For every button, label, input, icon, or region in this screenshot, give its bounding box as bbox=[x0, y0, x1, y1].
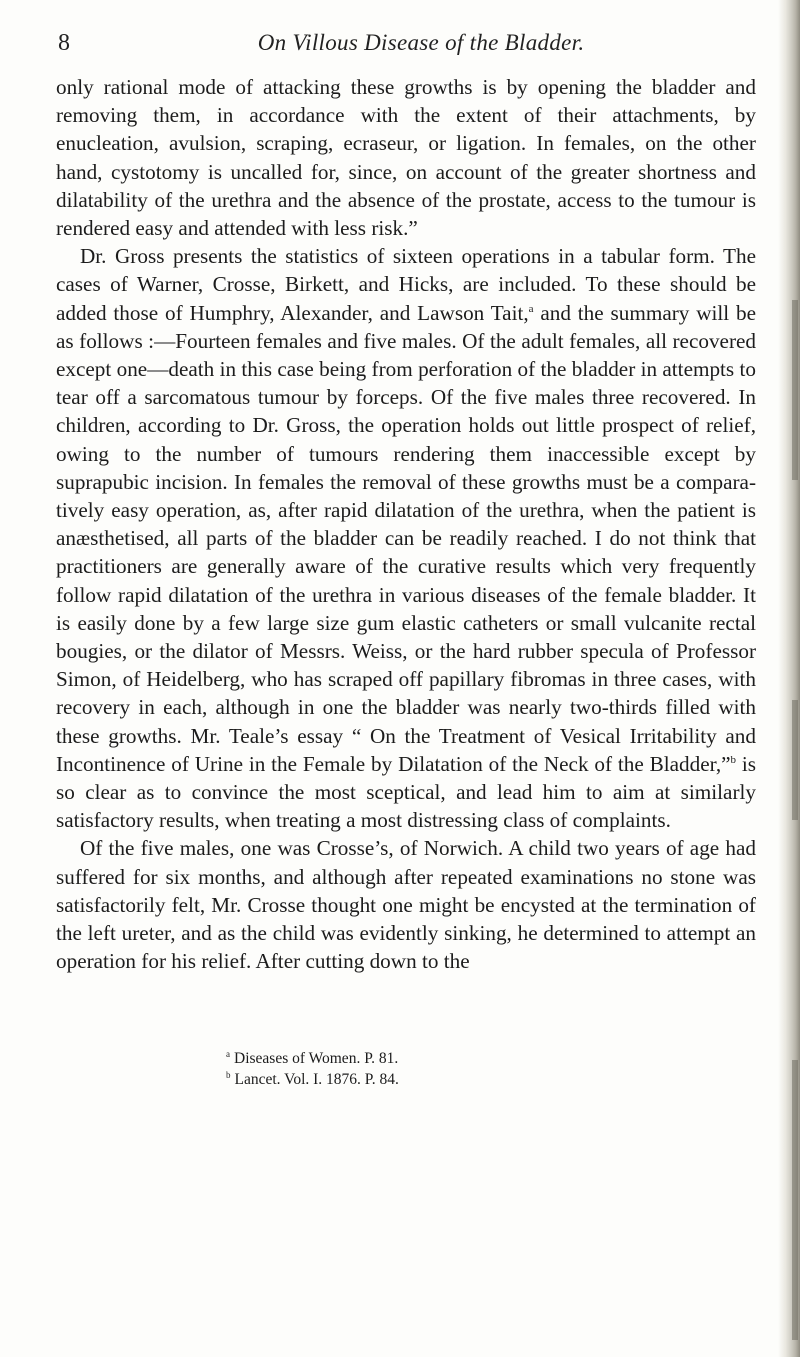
footnote-a bbox=[226, 1048, 398, 1069]
paragraph-2-part-c: is so clear as to convince the most sceptical, and lead him to aim at similarly satisfactory results, when treating a most distressing class of complaints. bbox=[56, 751, 757, 833]
paragraph-1: only rational mode of attacking these growths is by opening the bladder and removing them, in accordance with the extent of their attachments, by enucleation, avulsion, scraping, ecraseur, or ligation. In females, on the other hand, cystotomy is uncalled for, since, on account of the greater shortness and dilatability of the urethra and the absence of the prostate, access to the tumour is rendered easy and attended with less risk.” bbox=[56, 75, 756, 241]
page-edge-shadow bbox=[778, 0, 800, 1357]
body-text bbox=[56, 73, 756, 976]
page-header bbox=[58, 30, 758, 60]
paragraph-2-part-b: and the summary will be as follows :—Fourteen females and five males. Of the adult females, all recovered except one—death in this case being from perforation of the bladder in attempts to tear off a sarcomatous tumour by forceps. Of the five males three recovered. In children, according to Dr. Gross, the operation holds out little prospect of relief, owing to the number of tumours rendering them inaccessible except by suprapubic incision. In females the removal of these growths must be a comparatively easy operation, as, after rapid dilatation of the urethra, when the patient is anæsthetised, all parts of the bladder can be readily reached. I do not think that practitioners are generally aware of the curative results which very frequently follow rapid dilatation of the urethra in various diseases of the female bladder. It is easily done by a few large size gum elastic catheters or small vulcanite rectal bougies, or the dilator of Messrs. Weiss, or the hard rubber specula of Professor Simon, of Heidelberg, who has scraped off papillary fibromas in three cases, with recovery in each, although in one the bladder was nearly two-thirds filled with these growths. Mr. Teale’s essay “ On the Treatment of Vesical Irritability and Incontinence of Urine in the Female by Dilatation of the Neck of the Bladder,” bbox=[56, 300, 756, 776]
footnote-ref-b: b bbox=[730, 753, 737, 766]
running-title: On Villous Disease of the Bladder. bbox=[257, 30, 585, 55]
footnote-ref-a: a bbox=[528, 302, 534, 315]
paragraph-3: Of the five males, one was Crosse’s, of Norwich. A child two years of age had suffered for six months, and although after repeated examinations no stone was satisfactorily felt, Mr. Crosse thought one might be encysted at the termination of the left ureter, and as the child was evidently sinking, he determined to attempt an operation for his relief. After cutting down to the bbox=[56, 836, 756, 974]
page-number: 8 bbox=[58, 30, 70, 56]
paragraph-2-part-a: Dr. Gross presents the statistics of sixteen operations in a tabular form. The cases of Warner, Crosse, Birkett, and Hicks, are included. To these should be added those of Humphry, Alexander, and Lawson Tait, bbox=[56, 244, 756, 325]
edge-stripe bbox=[792, 1060, 798, 1340]
footnote-text: Lancet. Vol. I. 1876. P. 84. bbox=[234, 1071, 399, 1088]
footnote-marker: a bbox=[226, 1048, 230, 1059]
paragraph-2 bbox=[56, 242, 756, 834]
edge-stripe bbox=[792, 700, 798, 820]
footnote-marker: b bbox=[226, 1069, 231, 1080]
edge-stripe bbox=[792, 300, 798, 480]
footnote-b bbox=[226, 1069, 399, 1090]
footnote-text: Diseases of Women. P. 81. bbox=[234, 1050, 399, 1067]
